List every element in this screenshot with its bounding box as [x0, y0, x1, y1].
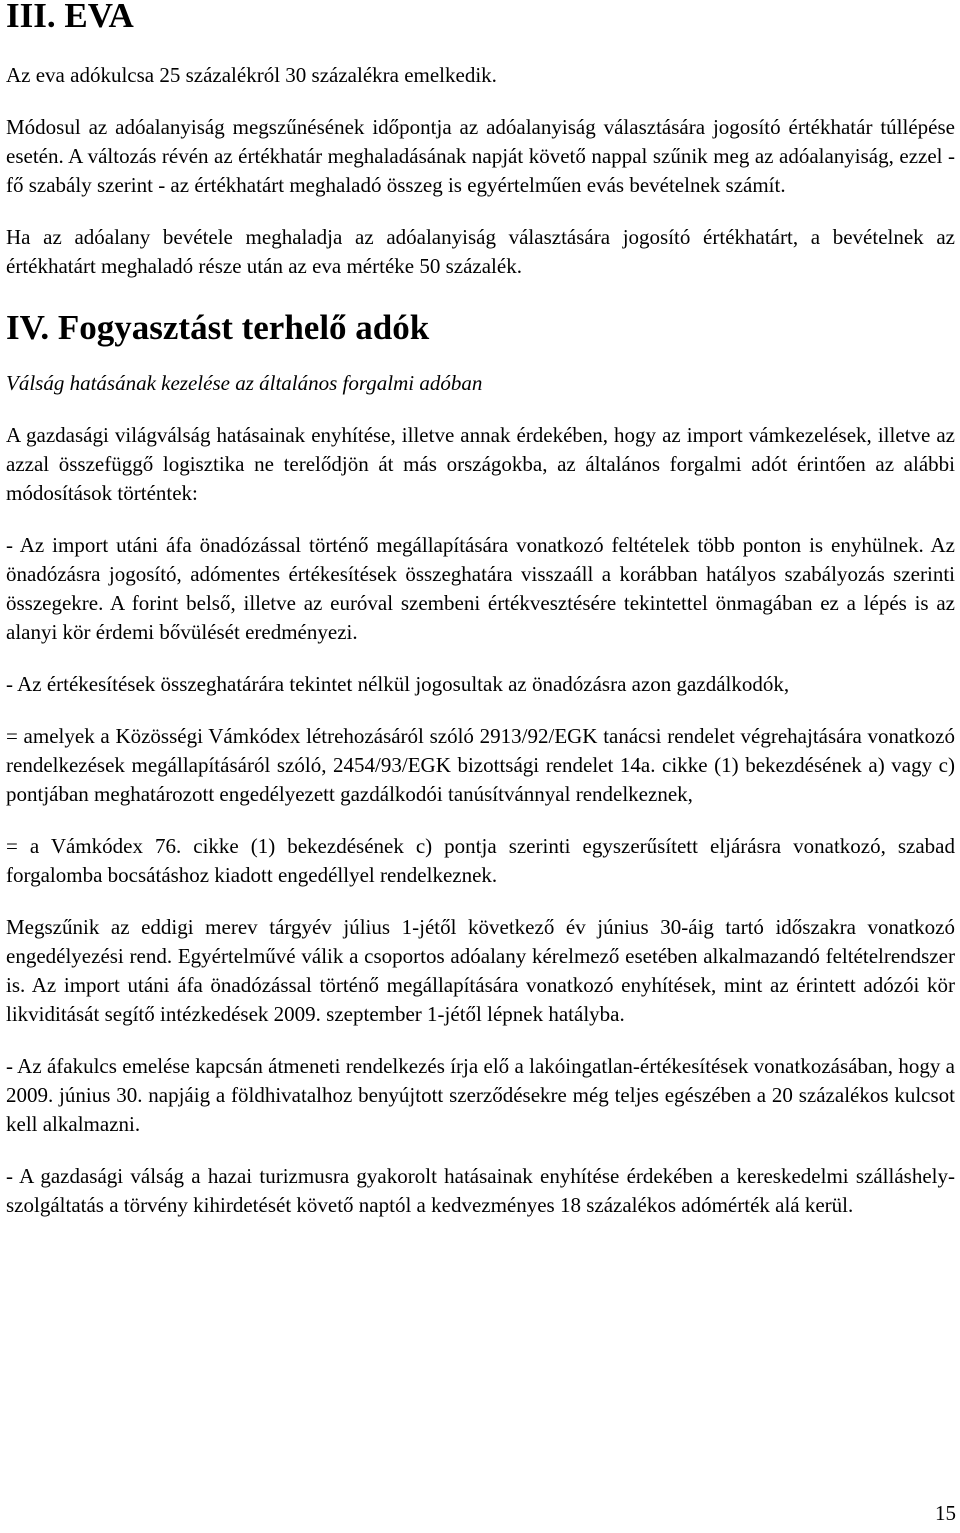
- paragraph-import-vat: - Az import utáni áfa önadózással történő megállapítására vonatkozó feltételek több ponton is enyhülnek. Az önadózásra jogosító, adómentes értékesítések összeghatára visszaáll a korábban hatályos szabályozás szerinti összegekre. A forint belső, illetve az euróval szembeni értékvesztésére tekintettel önmagában ez a lépés is az alanyi kör érdemi bővülését eredményezi.: [6, 533, 955, 644]
- paragraph-eva-rate: Az eva adókulcsa 25 százalékról 30 százalékra emelkedik.: [6, 63, 497, 87]
- section-heading-consumption-taxes: IV. Fogyasztást terhelő adók: [6, 308, 430, 347]
- paragraph-customs-code-regulation: = amelyek a Közösségi Vámkódex létrehozásáról szóló 2913/92/EGK tanácsi rendelet végrehajtására vonatkozó rendelkezések megállapításáról szóló, 2454/93/EGK bizottsági rendelet 14a. cikke (1) bekezdésének a) vagy c) pontjában meghatározott engedélyezett gazdálkodói tanúsítvánnyal rendelkeznek,: [6, 724, 955, 806]
- paragraph-intro: A gazdasági világválság hatásainak enyhítése, illetve annak érdekében, hogy az import vámkezelések, illetve az azzal összefüggő logisztika ne terelődjön át más országokba, az általános forgalmi adót érintően az alábbi módosítások történtek:: [6, 423, 955, 505]
- document-page: [6, 0, 955, 1220]
- paragraph-customs-code-article: = a Vámkódex 76. cikke (1) bekezdésének c) pontja szerinti egyszerűsített eljárásra vonatkozó, szabad forgalomba bocsátáshoz kiadott engedéllyel rendelkeznek.: [6, 834, 955, 887]
- paragraph-sales-threshold: - Az értékesítések összeghatárára tekintet nélkül jogosultak az önadózásra azon gazdálkodók,: [6, 672, 790, 696]
- page-number: 15: [935, 1501, 956, 1525]
- paragraph-eva-termination: Módosul az adóalanyiság megszűnésének időpontja az adóalanyiság választására jogosító értékhatár túllépése esetén. A változás révén az értékhatár meghaladásának napját követő nappal szűnik meg az adóalanyiság, ezzel - fő szabály szerint - az értékhatárt meghaladó összeg is egyértelműen evás bevételnek számít.: [6, 115, 955, 197]
- section-subtitle: Válság hatásának kezelése az általános forgalmi adóban: [6, 371, 483, 395]
- paragraph-tourism-rate: - A gazdasági válság a hazai turizmusra gyakorolt hatásainak enyhítése érdekében a kereskedelmi szálláshely-szolgáltatás a törvény kihirdetését követő naptól a kedvezményes 18 százalékos adómérték alá kerül.: [6, 1164, 955, 1217]
- paragraph-eva-excess-rate: Ha az adóalany bevétele meghaladja az adóalanyiság választására jogosító értékhatárt, a bevételnek az értékhatárt meghaladó része után az eva mértéke 50 százalék.: [6, 225, 955, 278]
- section-heading-eva: III. EVA: [6, 0, 134, 35]
- paragraph-authorization-regime: Megszűnik az eddigi merev tárgyév július 1-jétől következő év június 30-áig tartó időszakra vonatkozó engedélyezési rend. Egyértelművé válik a csoportos adóalany kérelmező esetében alkalmazandó feltételrendszer is. Az import utáni áfa önadózással történő megállapítására vonatkozó enyhítések, mint az érintett adózói kör likviditását segítő intézkedések 2009. szeptember 1-jétől lépnek hatályba.: [6, 915, 955, 1026]
- paragraph-vat-rate-transition: - Az áfakulcs emelése kapcsán átmeneti rendelkezés írja elő a lakóingatlan-értékesítések vonatkozásában, hogy a 2009. június 30. napjáig a földhivatalhoz benyújtott szerződésekre még teljes egészében a 20 százalékos kulcsot kell alkalmazni.: [6, 1054, 955, 1136]
